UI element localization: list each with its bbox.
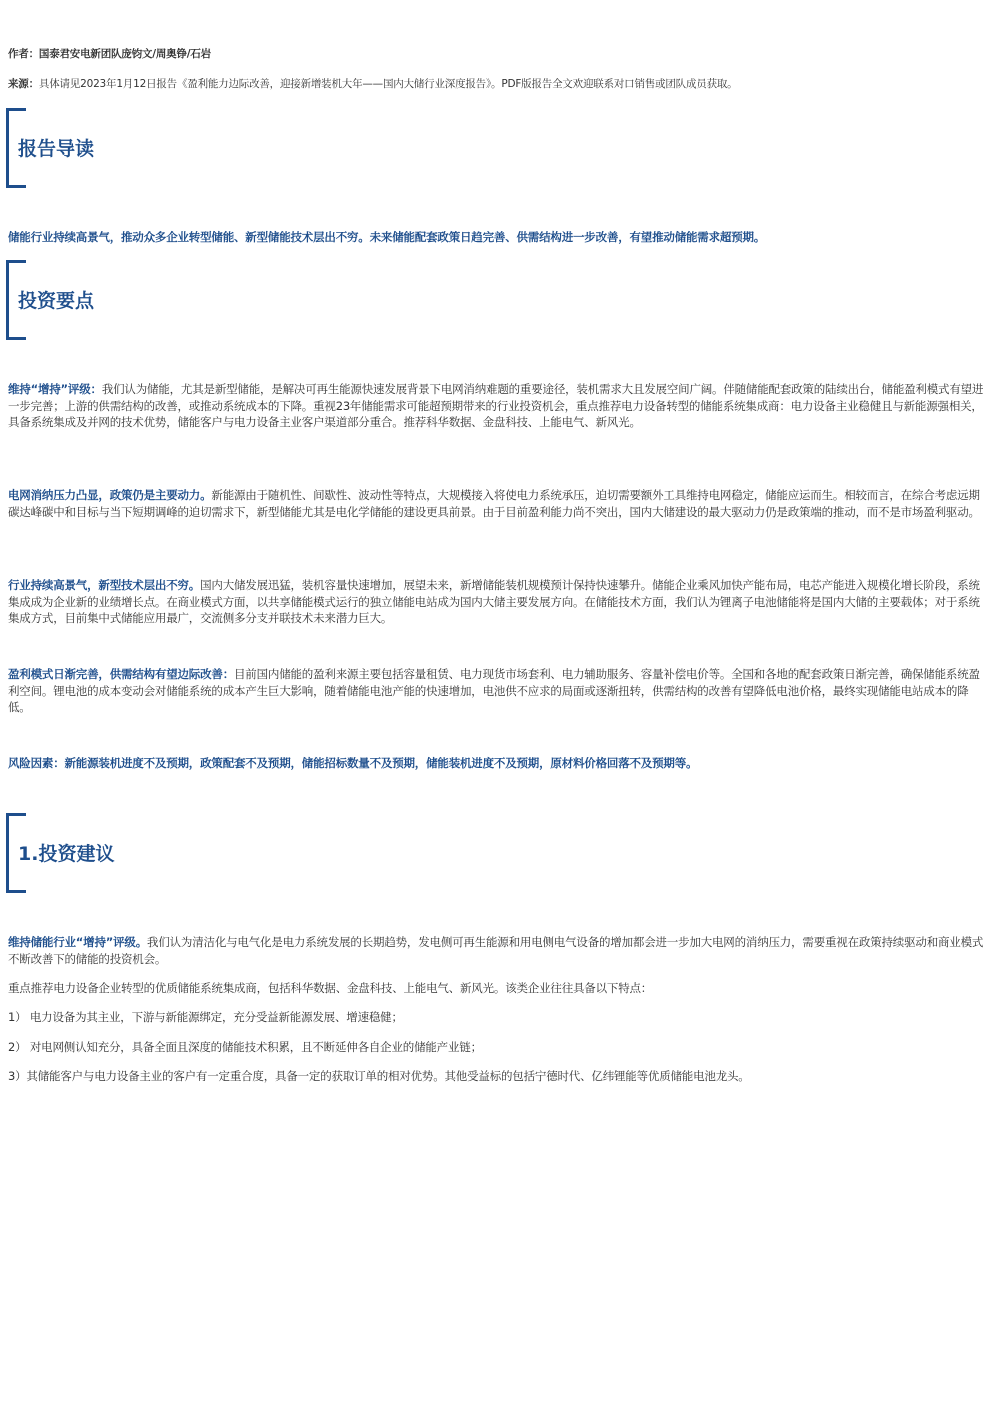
author-value: 国泰君安电新团队庞钧文/周奥铮/石岩 bbox=[38, 48, 211, 60]
advice-list-item: 1） 电力设备为其主业，下游与新能源绑定，充分受益新能源发展、增速稳健； bbox=[8, 1010, 403, 1024]
risk-factors bbox=[8, 755, 984, 772]
key-point-paragraph bbox=[8, 577, 984, 627]
section-title-advice: 1.投资建议 bbox=[18, 843, 115, 865]
section-title-key-points: 投资要点 bbox=[18, 290, 95, 312]
risk-heading: 风险因素： bbox=[8, 756, 65, 770]
key-point-paragraph bbox=[8, 487, 984, 520]
key-point-heading: 电网消纳压力凸显，政策仍是主要动力。 bbox=[8, 488, 212, 502]
key-point-paragraph bbox=[8, 381, 984, 431]
source-label: 来源： bbox=[8, 78, 39, 90]
author-line bbox=[8, 47, 984, 61]
key-point-body: 目前国内储能的盈利来源主要包括容量租赁、电力现货市场套利、电力辅助服务、容量补偿电价等。全国和各地的配套政策日渐完善，确保储能系统盈利空间。锂电池的成本变动会对储能系统的成本产生巨大影响，随着储能电池产能的快速增加，电池供不应求的局面或逐渐扭转，供需结构的改善有望降低电池价格，最终实现储能电站成本的降低。 bbox=[8, 667, 980, 714]
key-point-heading: 盈利模式日渐完善，供需结构有望边际改善： bbox=[8, 667, 234, 681]
advice-intro-heading: 维持储能行业“增持”评级。 bbox=[8, 935, 148, 949]
section-reading bbox=[6, 108, 406, 190]
key-point-paragraph bbox=[8, 666, 984, 716]
advice-intro-body: 我们认为清洁化与电气化是电力系统发展的长期趋势，发电侧可再生能源和用电侧电气设备的增加都会进一步加大电网的消纳压力，需要重视在政策持续驱动和商业模式不断改善下的储能的投资机会。 bbox=[8, 935, 984, 966]
advice-list-item: 2） 对电网侧认知充分，具备全面且深度的储能技术积累，且不断延伸各自企业的储能产业链； bbox=[8, 1040, 482, 1054]
source-value: 具体请见2023年1月12日报告《盈利能力边际改善，迎接新增装机大年——国内大储行业深度报告》。PDF版报告全文欢迎联系对口销售或团队成员获取。 bbox=[38, 78, 738, 90]
section-title-reading: 报告导读 bbox=[18, 138, 95, 160]
author-label: 作者： bbox=[8, 48, 39, 60]
section-advice bbox=[6, 813, 406, 895]
advice-recommend: 重点推荐电力设备企业转型的优质储能系统集成商，包括科华数据、金盘科技、上能电气、新风光。该类企业往往具备以下特点： bbox=[8, 981, 653, 995]
advice-intro bbox=[8, 934, 984, 967]
section-key-points bbox=[6, 260, 406, 342]
key-point-body: 我们认为储能，尤其是新型储能，是解决可再生能源快速发展背景下电网消纳难题的重要途径，装机需求大且发展空间广阔。伴随储能配套政策的陆续出台，储能盈利模式有望进一步完善；上游的供需结构的改善，或推动系统成本的下降。重视23年储能需求可能超预期带来的行业投资机会，重点推荐电力设备转型的储能系统集成商：电力设备主业稳健且与新能源强相关，具备系统集成及并网的技术优势，储能客户与电力设备主业客户渠道部分重合。推荐科华数据、金盘科技、上能电气、新风光。 bbox=[8, 382, 984, 429]
key-point-body: 国内大储发展迅猛，装机容量快速增加，展望未来，新增储能装机规模预计保持快速攀升。储能企业乘风加快产能布局，电芯产能进入规模化增长阶段，系统集成成为企业新的业绩增长点。在商业模式方面，以共享储能模式运行的独立储能电站成为国内大储主要发展方向。在储能技术方面，我们认为锂离子电池储能将是国内大储的主要载体；对于系统集成方式，目前集中式储能应用最广，交流侧多分支并联技术未来潜力巨大。 bbox=[8, 578, 980, 625]
key-point-body: 新能源由于随机性、间歇性、波动性等特点，大规模接入将使电力系统承压，迫切需要额外工具维持电网稳定，储能应运而生。相较而言，在综合考虑远期碳达峰碳中和目标与当下短期调峰的迫切需求下，新型储能尤其是电化学储能的建设更具前景。由于目前盈利能力尚不突出，国内大储建设的最大驱动力仍是政策端的推动，而不是市场盈利驱动。 bbox=[8, 488, 980, 519]
advice-list-item: 3）其储能客户与电力设备主业的客户有一定重合度，具备一定的获取订单的相对优势。其他受益标的包括宁德时代、亿纬锂能等优质储能电池龙头。 bbox=[8, 1069, 750, 1083]
key-point-heading: 维持“增持”评级： bbox=[8, 382, 102, 396]
reading-lead: 储能行业持续高景气，推动众多企业转型储能、新型储能技术层出不穷。未来储能配套政策日趋完善、供需结构进一步改善，有望推动储能需求超预期。 bbox=[8, 230, 766, 244]
risk-body: 新能源装机进度不及预期，政策配套不及预期，储能招标数量不及预期，储能装机进度不及预期，原材料价格回落不及预期等。 bbox=[64, 756, 698, 770]
key-point-heading: 行业持续高景气，新型技术层出不穷。 bbox=[8, 578, 201, 592]
source-line bbox=[8, 77, 984, 91]
